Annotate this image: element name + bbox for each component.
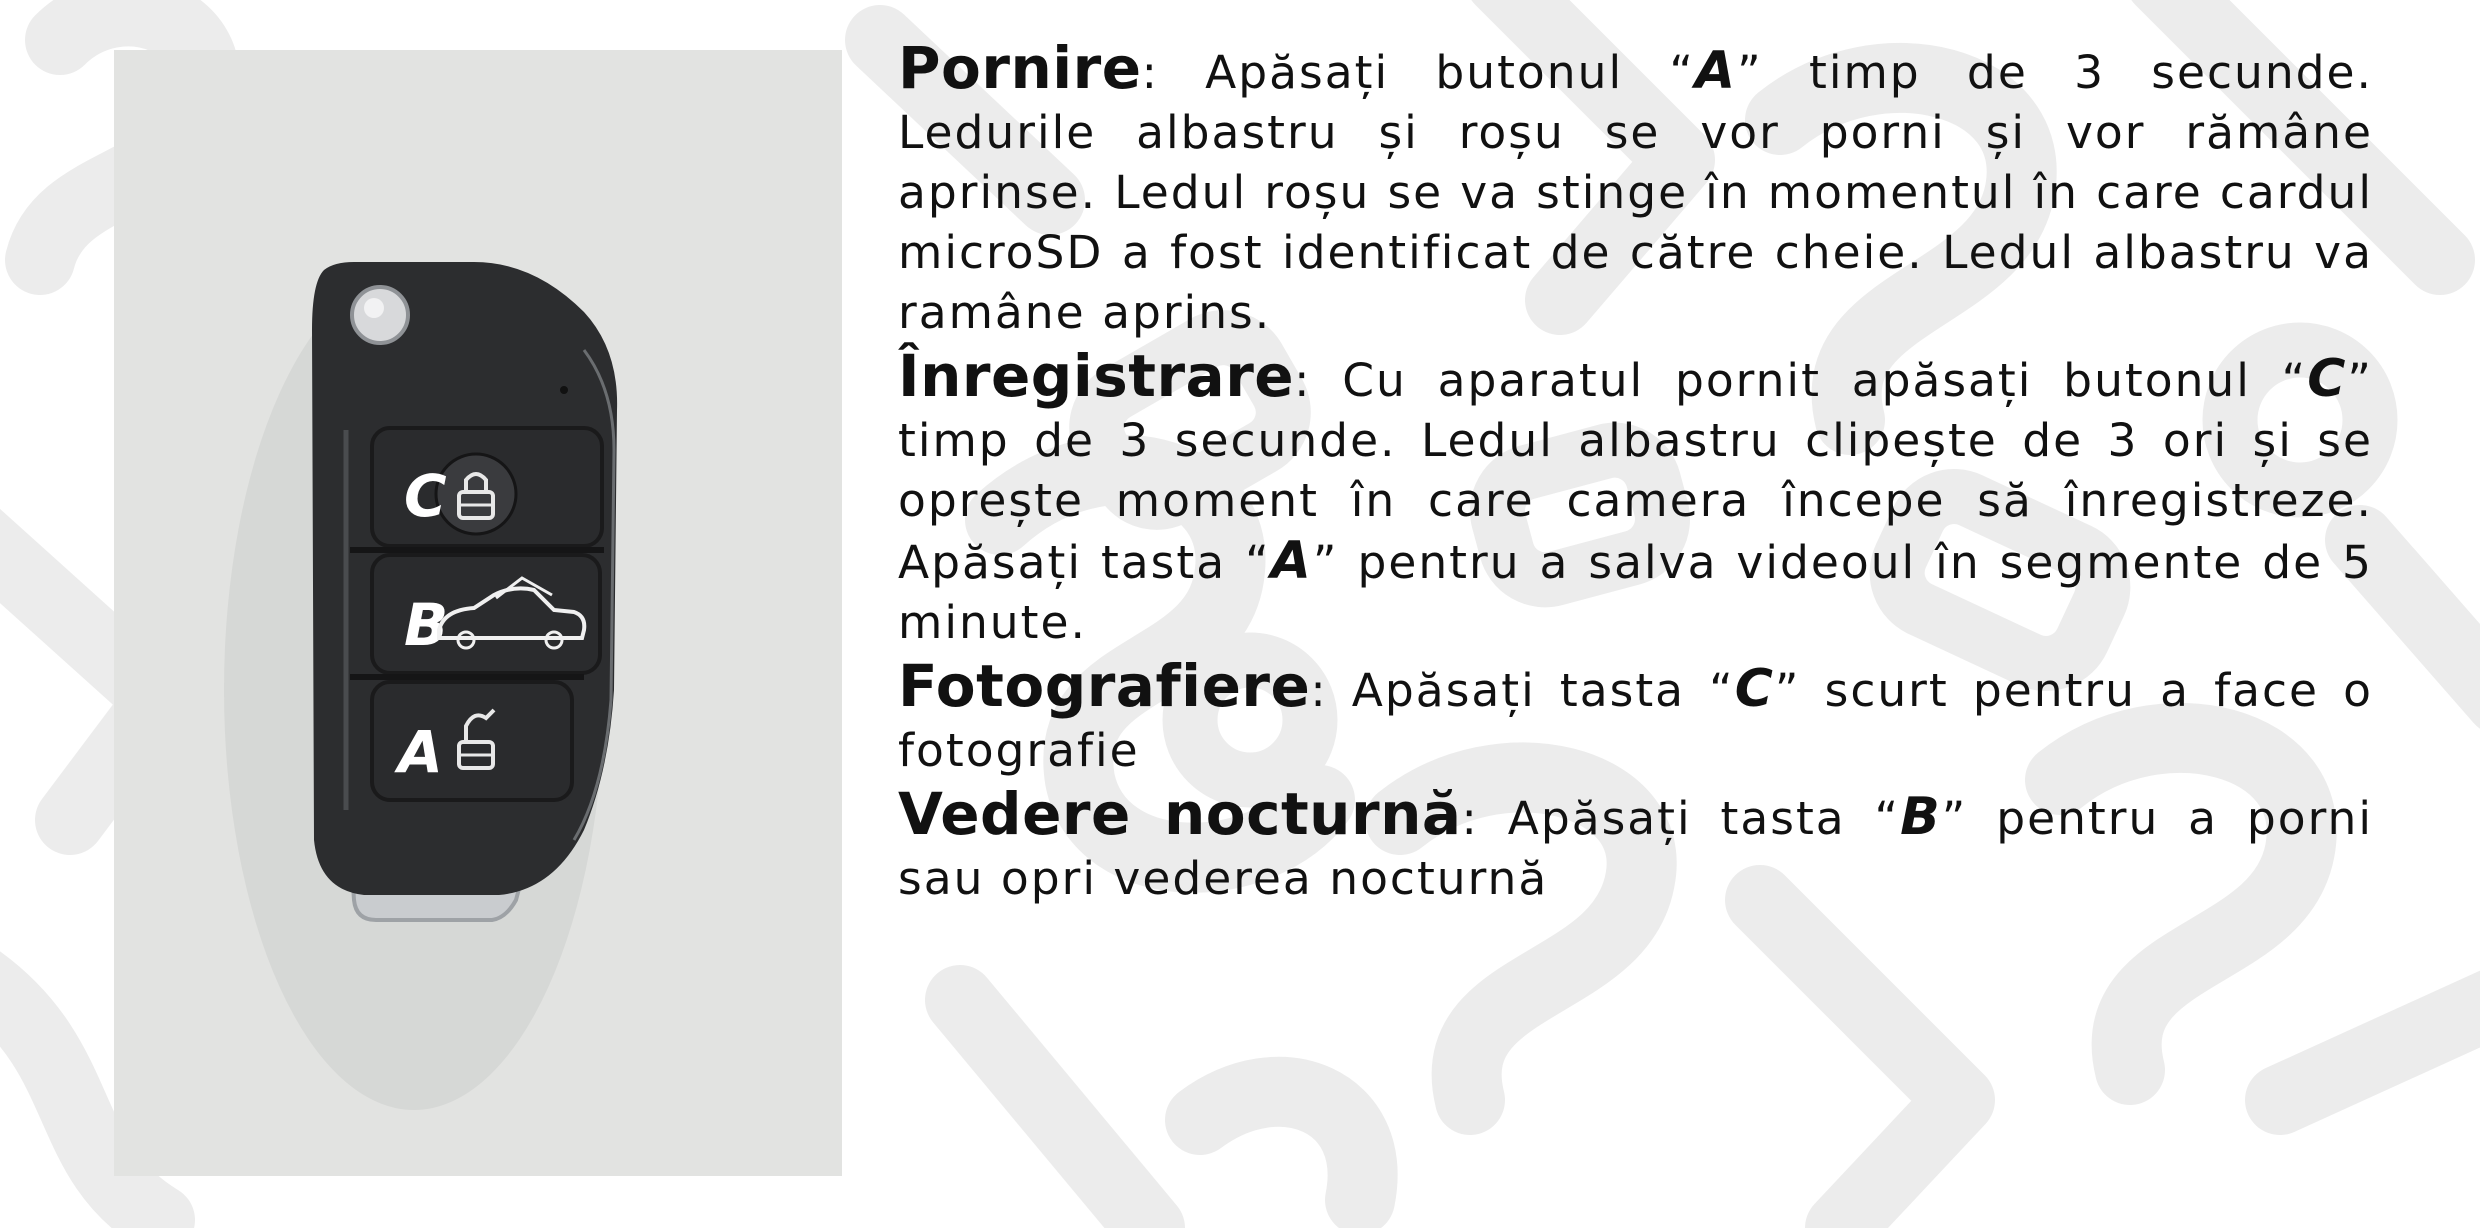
instruction-text: ” scurt pentru a face o fotografie [898,664,2373,777]
instruction-heading: Pornire [898,34,1142,102]
button-letter-c: C [404,462,447,530]
instruction-paragraph [898,34,2373,343]
instructions-text [898,34,2374,912]
button-reference: B [1900,787,1942,847]
button-letter-a: A [398,718,443,786]
button-reference: A [1270,531,1313,591]
instruction-text: ” timp de 3 secunde. Ledurile albastru și roșu se vor porni și vor rămâne aprinse. Ledul roșu se va stinge în momentul în care cardul microSD a fost identificat de către cheie. Ledul albastru va ramâne aprins. [898,46,2373,339]
instruction-paragraph [898,342,2374,653]
instruction-paragraph [898,780,2374,909]
instruction-text: : Apăsați tasta “ [1310,664,1735,717]
instruction-heading: Fotografiere [898,652,1311,720]
instruction-text: : Apăsați butonul “ [1141,46,1695,99]
key-fob-photo [114,50,842,1176]
instruction-heading: Înregistrare [898,342,1295,410]
instruction-text: : Cu aparatul pornit apăsați butonul “ [1294,354,2308,407]
instruction-text: : Apăsați tasta “ [1461,792,1901,845]
button-reference: C [2307,349,2348,409]
instruction-text: ” pentru a porni sau opri vederea nocturnă [898,792,2374,905]
button-reference: A [1694,41,1738,101]
instruction-paragraph [898,652,2373,781]
button-reference: C [1734,659,1775,719]
button-letter-b: B [404,591,449,659]
instruction-text: ” pentru a salva videoul în segmente de 5 minute. [898,536,2374,649]
instruction-text: ” timp de 3 secunde. Ledul albastru clipește de 3 ori și se oprește moment în care camera începe să înregistreze. Apăsați tasta “ [898,354,2373,589]
instruction-heading: Vedere nocturnă [898,780,1462,848]
